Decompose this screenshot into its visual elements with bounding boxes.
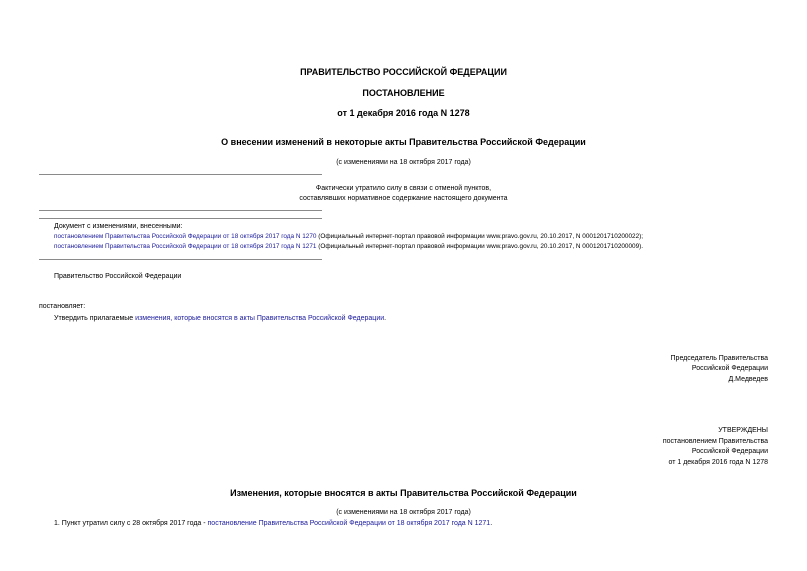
changes-heading: Документ с изменениями, внесенными:: [54, 223, 183, 230]
approve-pre: Утвердить прилагаемые: [54, 315, 136, 322]
org-name: ПРАВИТЕЛЬСТВО РОССИЙСКОЙ ФЕДЕРАЦИИ: [300, 67, 507, 77]
notice-line-2: составлявших нормативное содержание настоящего документа: [299, 195, 508, 202]
section-item-link[interactable]: постановление Правительства Российской Федерации от 18 октября 2017 года N 1271: [207, 520, 491, 527]
section-title: Изменения, которые вносятся в акты Правительства Российской Федерации: [230, 488, 577, 498]
section-item-1: [54, 520, 492, 527]
signature-name: Д.Медведев: [728, 376, 768, 383]
approved-line-2: постановлением Правительства: [662, 438, 768, 445]
government-name: Правительство Российской Федерации: [54, 273, 182, 280]
approve-post: .: [384, 315, 387, 322]
divider: [39, 218, 322, 219]
approve-paragraph: [54, 315, 386, 322]
approved-line-1: УТВЕРЖДЕНЫ: [718, 427, 768, 434]
change-source-1: (Официальный интернет-портал правовой информации www.pravo.gov.ru, 20.10.2017, N 0001201710200022);: [316, 233, 644, 240]
section-item-post: .: [490, 520, 493, 527]
approved-line-4: от 1 декабря 2016 года N 1278: [668, 459, 768, 466]
section-amendment-note: (с изменениями на 18 октября 2017 года): [336, 509, 471, 516]
notice-line-1: Фактически утратило силу в связи с отменой пунктов,: [315, 185, 492, 192]
approved-line-3: Российской Федерации: [691, 448, 768, 455]
doc-title: О внесении изменений в некоторые акты Правительства Российской Федерации: [221, 137, 586, 147]
doc-type: ПОСТАНОВЛЕНИЕ: [362, 88, 445, 98]
divider: [39, 210, 322, 211]
amendment-note: (с изменениями на 18 октября 2017 года): [336, 159, 471, 166]
change-source-2: (Официальный интернет-портал правовой информации www.pravo.gov.ru, 20.10.2017, N 0001201710200009).: [316, 243, 644, 250]
change-link-1271[interactable]: постановлением Правительства Российской Федерации от 18 октября 2017 года N 1271: [54, 243, 317, 250]
change-item-2: [54, 243, 643, 250]
signature-line-1: Председатель Правительства: [670, 355, 768, 362]
change-item-1: [54, 233, 643, 240]
change-link-1270[interactable]: постановлением Правительства Российской Федерации от 18 октября 2017 года N 1270: [54, 233, 317, 240]
doc-date: от 1 декабря 2016 года N 1278: [337, 108, 470, 118]
approve-link[interactable]: изменения, которые вносятся в акты Правительства Российской Федерации: [135, 315, 385, 322]
signature-line-2: Российской Федерации: [691, 365, 768, 372]
divider: [39, 259, 322, 260]
divider: [39, 174, 322, 175]
section-item-pre: 1. Пункт утратил силу с 28 октября 2017 года -: [54, 520, 208, 527]
resolves-text: постановляет:: [39, 303, 86, 310]
